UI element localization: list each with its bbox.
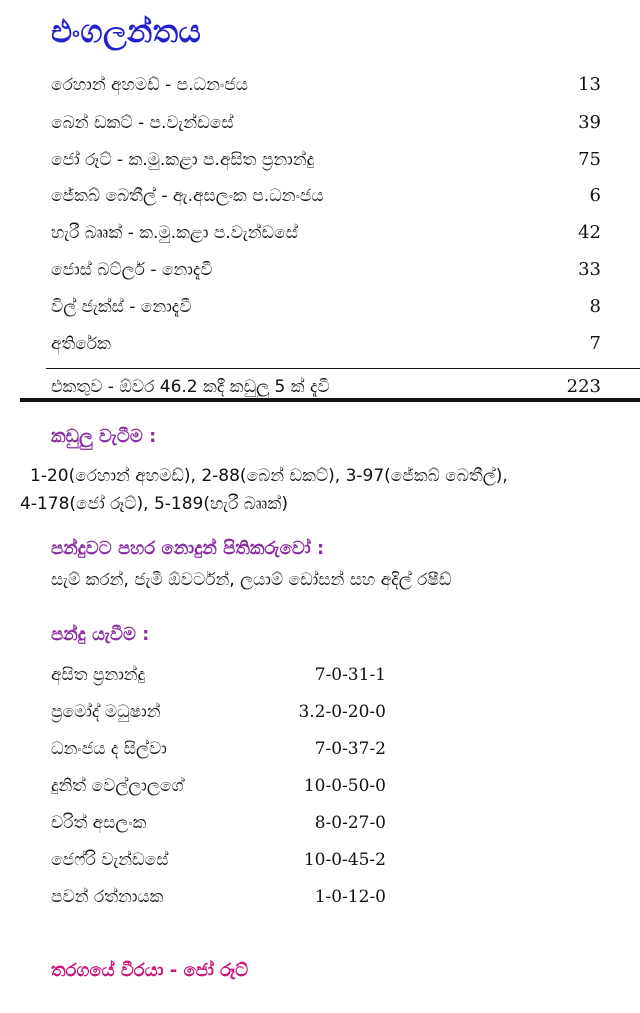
- bowler-name: දුනිත් වෙල්ලාලගේ: [51, 776, 184, 796]
- bowler-figures: 10-0-50-0: [303, 776, 386, 796]
- batsman-dismissal: බෙන් ඩකට් - ප.වැන්ඩසේ: [51, 113, 234, 133]
- bowler-figures: 10-0-45-2: [303, 850, 386, 870]
- batsman-dismissal: ජෝ රූට් - ක.මු.කළා ප.අසිත ප්‍රනාන්දු: [51, 150, 315, 170]
- total-divider: [46, 368, 640, 369]
- bowling-heading: පන්දු යැවීම :: [51, 624, 150, 645]
- bowler-name: චරිත් අසලංක: [51, 813, 147, 833]
- bowler-name: අසිත ප්‍රනාන්දු: [51, 665, 146, 685]
- bowling-row: [51, 660, 386, 690]
- bowler-name: පවන් රත්නායක: [51, 887, 164, 907]
- batsman-runs: 33: [578, 259, 601, 280]
- section-divider: [20, 398, 640, 402]
- fall-of-wickets-line: 4-178(ජෝ රූට්), 5-189(හැරී බෲක්): [20, 494, 288, 514]
- bowling-row: [51, 697, 386, 727]
- bowling-row: [51, 771, 386, 801]
- total-runs: 223: [566, 376, 601, 397]
- batsman-dismissal: හැරී බෲක් - ක.මු.කළා ප.වැන්ඩසේ: [51, 223, 298, 243]
- batting-row: [51, 108, 601, 138]
- bowler-figures: 8-0-27-0: [314, 813, 386, 833]
- batsman-dismissal: රෙහාන් අහමඩ් - ප.ධනංජය: [51, 75, 249, 95]
- batting-row: [51, 145, 601, 175]
- extras-runs: 7: [589, 333, 601, 354]
- batsman-dismissal: විල් ජැක්ස් - නොදැවී: [51, 297, 192, 317]
- did-not-bat-heading: පන්දුවට පහර නොදුන් පිතිකරුවෝ :: [51, 538, 325, 559]
- team-title: එංගලන්තය: [51, 14, 202, 50]
- batsman-dismissal: ජේකබ් බෙතීල් - ඇ.අසලංක ප.ධනංජය: [51, 186, 324, 206]
- batting-row: [51, 218, 601, 248]
- bowling-row: [51, 882, 386, 912]
- bowler-figures: 7-0-31-1: [314, 665, 386, 685]
- batsman-runs: 8: [589, 296, 601, 317]
- bowler-figures: 7-0-37-2: [314, 739, 386, 759]
- batting-row: [51, 181, 601, 211]
- batsman-runs: 39: [578, 112, 601, 133]
- bowler-name: ධනංජය ද සිල්වා: [51, 739, 167, 759]
- bowling-row: [51, 734, 386, 764]
- batsman-runs: 75: [578, 149, 601, 170]
- bowler-figures: 3.2-0-20-0: [298, 702, 386, 722]
- man-of-the-match: තරගයේ වීරයා - ජෝ රූට්: [51, 960, 249, 981]
- fall-of-wickets-heading: කඩුලු වැටීම :: [51, 426, 157, 447]
- batting-row: [51, 70, 601, 100]
- batting-row: [51, 255, 601, 285]
- batsman-dismissal: ජොස් බට්ලර් - නොදැවී: [51, 260, 213, 280]
- bowler-name: ජෙෆ්රි වැන්ඩසේ: [51, 850, 169, 870]
- bowling-row: [51, 808, 386, 838]
- batting-row: [51, 292, 601, 322]
- bowler-figures: 1-0-12-0: [314, 887, 386, 907]
- batsman-runs: 42: [578, 222, 601, 243]
- total-label: එකතුව - ඕවර 46.2 කදී කඩුලු 5 ක් දැවී: [51, 377, 330, 397]
- extras-label: අතිරේක: [51, 334, 111, 354]
- extras-row: [51, 329, 601, 359]
- bowling-row: [51, 845, 386, 875]
- fall-of-wickets-line: 1-20(රෙහාන් අහමඩ්), 2-88(බෙන් ඩකට්), 3-97(ජේකබ් බෙතීල්),: [30, 466, 508, 486]
- batsman-runs: 6: [589, 185, 601, 206]
- batsman-runs: 13: [578, 74, 601, 95]
- did-not-bat-players: සැම් කරන්, ජැමී ඕවර්ටන්, ලයාම් ඩෝසන් සහ අදිල් රෂීඩ්: [51, 570, 452, 590]
- bowler-name: ප්‍රමෝද් මධුෂාන්: [51, 702, 161, 722]
